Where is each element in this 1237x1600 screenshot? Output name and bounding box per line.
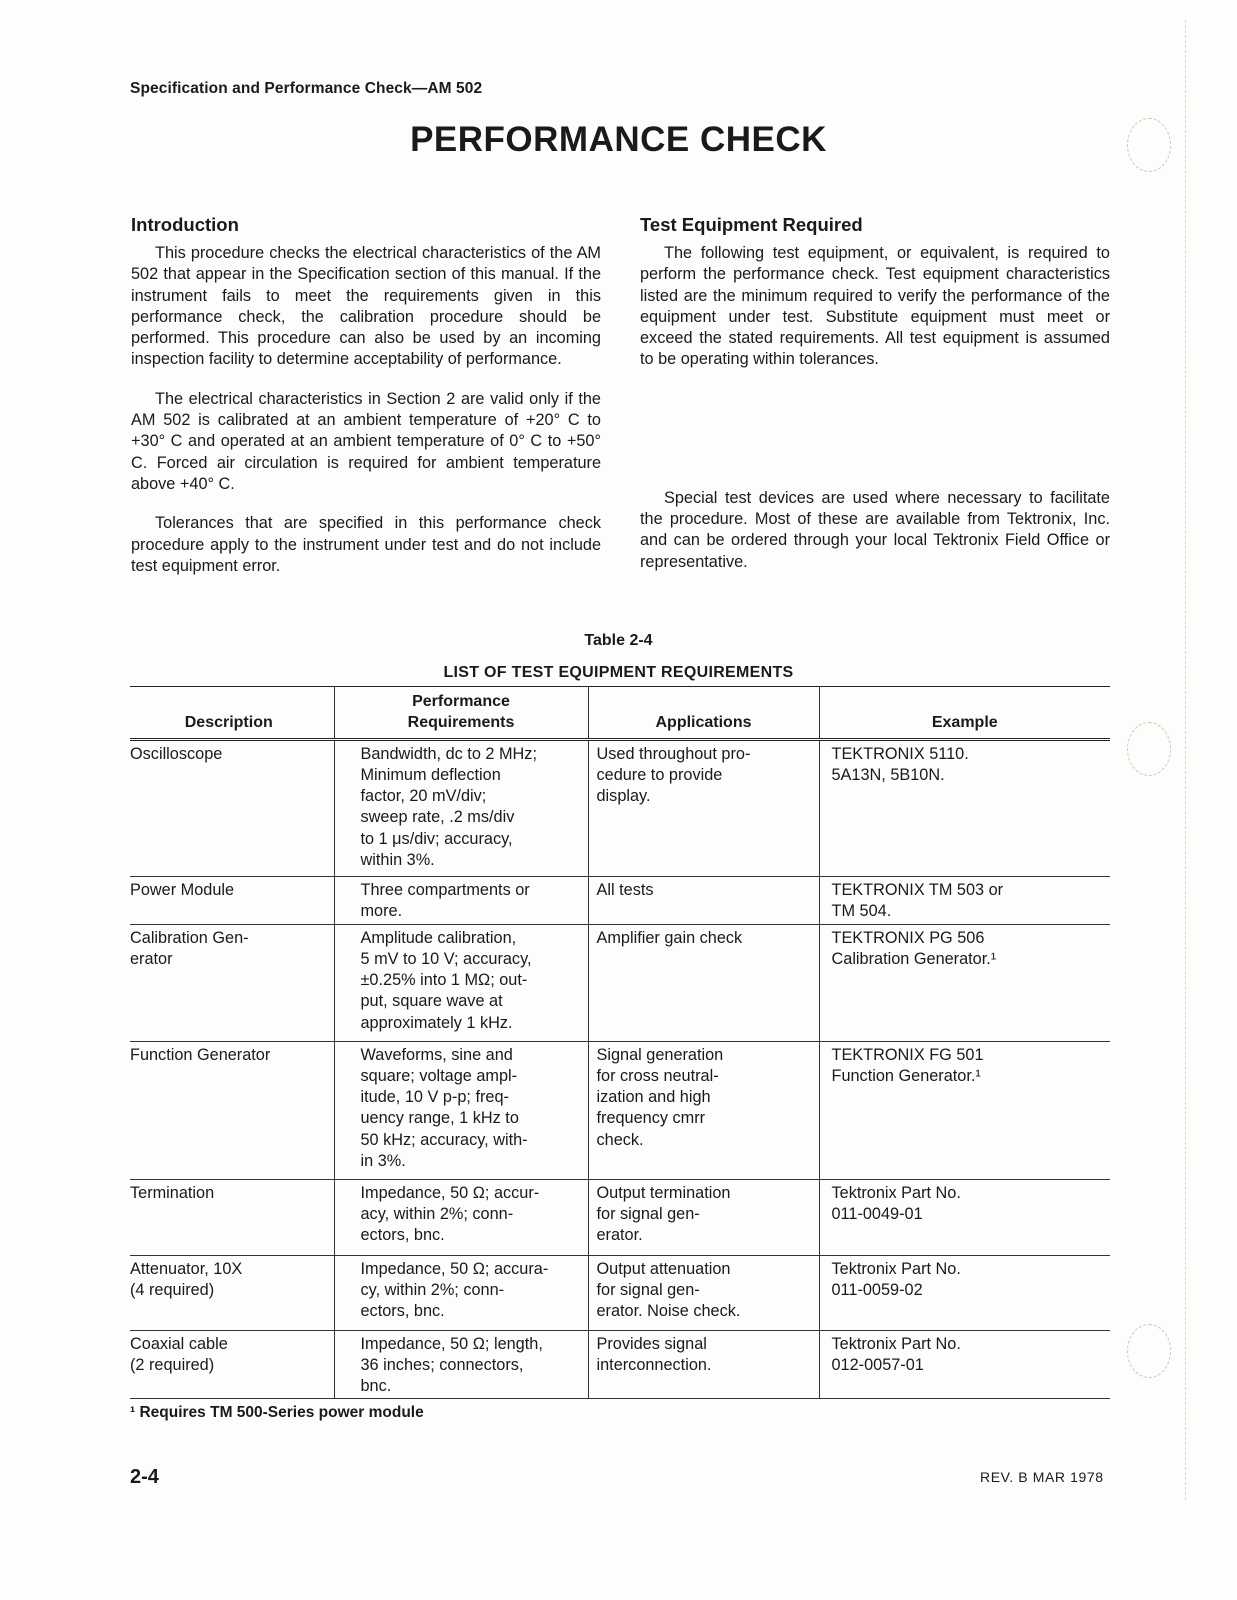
cell-example: TEKTRONIX 5110. 5A13N, 5B10N.: [819, 739, 1110, 876]
intro-paragraph: This procedure checks the electrical characteristics of the AM 502 that appear in the Specification section of this manual. If the instrument fails to meet the requirements given in this performance check, the calibration procedure should be performed. This procedure can also be used by an incoming inspection facility to determine acceptability of performance.: [131, 244, 601, 369]
cell-example: Tektronix Part No. 011-0059-02: [819, 1255, 1110, 1330]
cell-example: Tektronix Part No. 011-0049-01: [819, 1179, 1110, 1255]
cell-applications: Output attenuation for signal gen- erator. Noise check.: [588, 1255, 819, 1330]
cell-performance-requirements: Impedance, 50 Ω; accura- cy, within 2%; conn- ectors, bnc.: [334, 1255, 588, 1330]
table-number: Table 2-4: [584, 632, 653, 649]
test-equipment-paragraph: The following test equipment, or equivalent, is required to perform the performance check. Test equipment characteristics listed are the minimum required to verify the performance of the equipment under test. Substitute equipment must meet or exceed the stated requirements. All test equipment is assumed to be operating within tolerances.: [640, 244, 1110, 369]
test-equipment-paragraph: Special test devices are used where necessary to facilitate the procedure. Most of these are available from Tektronix, Inc. and can be ordered through your local Tektronix Field Office or representative.: [640, 488, 1110, 571]
cell-performance-requirements: Impedance, 50 Ω; length, 36 inches; connectors, bnc.: [334, 1330, 588, 1399]
introduction-section: [131, 214, 601, 577]
column-header-example: Example: [819, 687, 1110, 740]
table-row: [130, 1255, 1110, 1330]
table-row: [130, 739, 1110, 876]
cell-description: Oscilloscope: [130, 739, 334, 876]
cell-example: TEKTRONIX FG 501 Function Generator.¹: [819, 1041, 1110, 1179]
cell-applications: Output termination for signal gen- erator.: [588, 1179, 819, 1255]
cell-description: Termination: [130, 1179, 334, 1255]
table-row: [130, 876, 1110, 924]
cell-performance-requirements: Impedance, 50 Ω; accur- acy, within 2%; conn- ectors, bnc.: [334, 1179, 588, 1255]
intro-paragraph: The electrical characteristics in Section 2 are valid only if the AM 502 is calibrated at an ambient temperature of +20° C to +30° C and operated at an ambient temperature of 0° C to +50° C. Forced air circulation is required for ambient temperature above +40° C.: [131, 389, 601, 493]
cell-applications: All tests: [588, 876, 819, 924]
cell-description: Function Generator: [130, 1041, 334, 1179]
page-title: PERFORMANCE CHECK: [410, 120, 827, 159]
column-header-performance-requirements: Performance Requirements: [334, 687, 588, 740]
cell-example: TEKTRONIX PG 506 Calibration Generator.¹: [819, 924, 1110, 1041]
binder-hole-bottom: [1127, 1324, 1171, 1378]
table-header-row: [130, 687, 1110, 740]
page-edge-divider: [1185, 20, 1187, 1500]
intro-paragraph: Tolerances that are specified in this performance check procedure apply to the instrument under test and do not include test equipment error.: [131, 514, 601, 575]
cell-performance-requirements: Three compartments or more.: [334, 876, 588, 924]
table-row: [130, 924, 1110, 1041]
page-number: 2-4: [130, 1466, 159, 1488]
cell-performance-requirements: Waveforms, sine and square; voltage ampl- itude, 10 V p-p; freq- uency range, 1 kHz to 50 kHz; accuracy, with- in 3%.: [334, 1041, 588, 1179]
test-equipment-section: [640, 214, 1110, 573]
cell-description: Coaxial cable (2 required): [130, 1330, 334, 1399]
cell-applications: Signal generation for cross neutral- ization and high frequency cmrr check.: [588, 1041, 819, 1179]
cell-description: Attenuator, 10X (4 required): [130, 1255, 334, 1330]
cell-applications: Amplifier gain check: [588, 924, 819, 1041]
cell-description: Calibration Gen- erator: [130, 924, 334, 1041]
cell-example: TEKTRONIX TM 503 or TM 504.: [819, 876, 1110, 924]
cell-performance-requirements: Bandwidth, dc to 2 MHz; Minimum deflection factor, 20 mV/div; sweep rate, .2 ms/div to 1 μs/div; accuracy, within 3%.: [334, 739, 588, 876]
table-row: [130, 1041, 1110, 1179]
test-equipment-heading: Test Equipment Required: [640, 214, 863, 235]
table-row: [130, 1330, 1110, 1399]
binder-hole-middle: [1127, 722, 1171, 776]
cell-performance-requirements: Amplitude calibration, 5 mV to 10 V; accuracy, ±0.25% into 1 MΩ; out- put, square wave at approximately 1 kHz.: [334, 924, 588, 1041]
column-header-description: Description: [130, 687, 334, 740]
introduction-heading: Introduction: [131, 214, 239, 235]
column-header-applications: Applications: [588, 687, 819, 740]
cell-applications: Provides signal interconnection.: [588, 1330, 819, 1399]
cell-example: Tektronix Part No. 012-0057-01: [819, 1330, 1110, 1399]
cell-description: Power Module: [130, 876, 334, 924]
table-caption: LIST OF TEST EQUIPMENT REQUIREMENTS: [443, 664, 794, 681]
revision-date: REV. B MAR 1978: [980, 1469, 1104, 1485]
running-head: Specification and Performance Check—AM 502: [130, 80, 483, 97]
cell-applications: Used throughout pro- cedure to provide display.: [588, 739, 819, 876]
test-equipment-table: [130, 686, 1110, 1399]
table-row: [130, 1179, 1110, 1255]
table-footnote: ¹ Requires TM 500-Series power module: [130, 1404, 424, 1421]
